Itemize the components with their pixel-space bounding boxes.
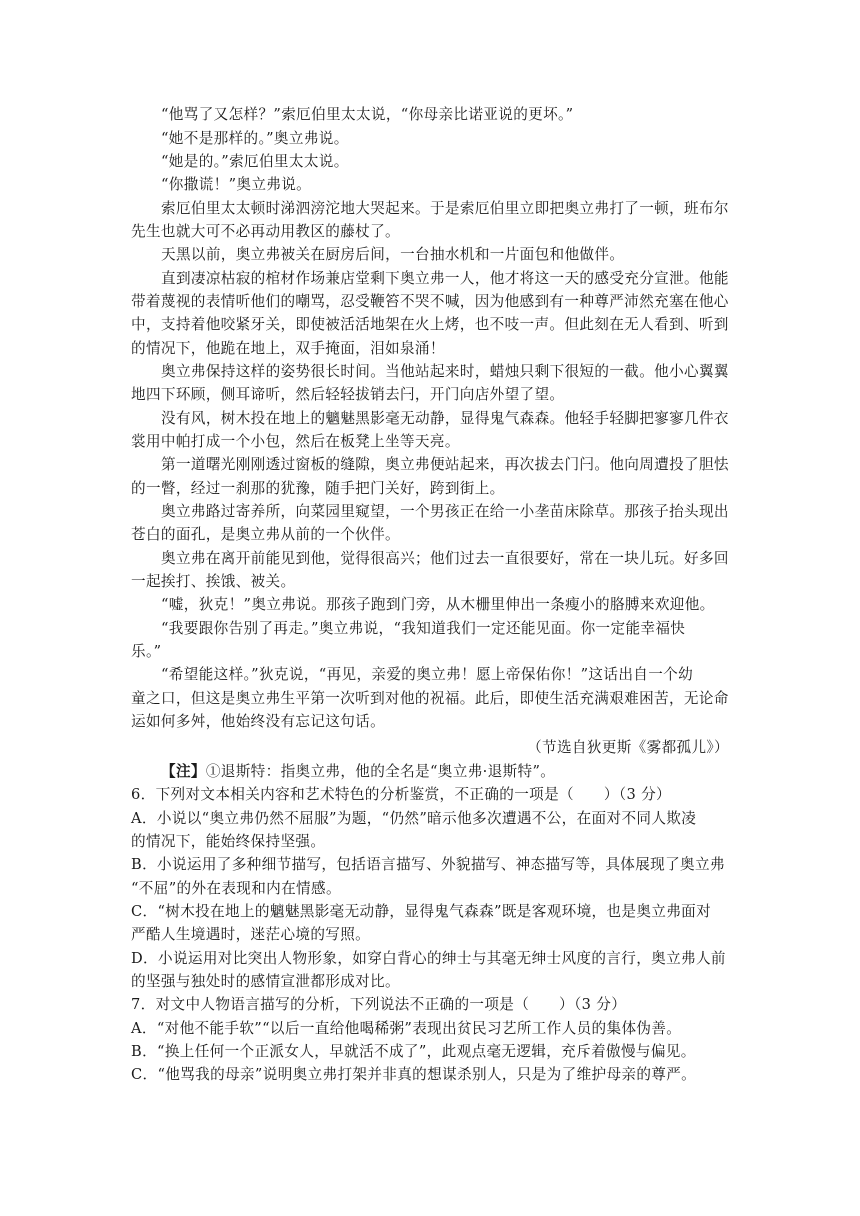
question-option: A．“对他不能手软”“以后一直给他喝稀粥”表现出贫民习艺所工作人员的集体伪善。 bbox=[131, 1020, 682, 1037]
story-line: “他骂了又怎样？”索厄伯里太太说，“你母亲比诺亚说的更坏。” bbox=[161, 106, 574, 123]
story-line: 中，支持着他咬紧牙关，即使被活活地架在火上烤，也不吱一声。但此刻在无人看到、听到 bbox=[131, 316, 729, 333]
story-line: “嘘，狄克！”奥立弗说。那孩子跑到门旁，从木栅里伸出一条瘦小的胳膊来欢迎他。 bbox=[161, 596, 715, 613]
question-option: B．小说运用了多种细节描写，包括语言描写、外貌描写、神态描写等，具体展现了奥立弗 bbox=[131, 856, 725, 873]
story-line: 运如何多舛，他始终没有忘记这句话。 bbox=[131, 713, 386, 730]
story-line: 奥立弗在离开前能见到他，觉得很高兴；他们过去一直很要好，常在一块儿玩。好多回 bbox=[161, 550, 729, 567]
footnote-text: ①退斯特：指奥立弗，他的全名是“奥立弗·退斯特”。 bbox=[205, 763, 556, 780]
question-stem: 7．对文中人物语言描写的分析，下列说法不正确的一项是（ ）（3 分） bbox=[131, 996, 627, 1013]
story-line: 奥立弗路过寄养所，向菜园里窥望，一个男孩正在给一小垄苗床除草。那孩子抬头现出 bbox=[161, 503, 729, 520]
story-line: “我要跟你告别了再走。”奥立弗说，“我知道我们一定还能见面。你一定能幸福快 bbox=[161, 620, 686, 637]
story-line: 一起挨打、挨饿、被关。 bbox=[131, 573, 296, 590]
story-line: 地四下环顾，侧耳谛听，然后轻轻拔销去闩，开门向店外望了望。 bbox=[131, 386, 565, 403]
question-option: C．“他骂我的母亲”说明奥立弗打架并非真的想谋杀别人，只是为了维护母亲的尊严。 bbox=[131, 1066, 697, 1083]
story-line: “希望能这样。”狄克说，“再见，亲爱的奥立弗！愿上帝保佑你！”这话出自一个幼 bbox=[161, 666, 694, 683]
story-line: 索厄伯里太太顿时涕泗滂沱地大哭起来。于是索厄伯里立即把奥立弗打了一顿，班布尔 bbox=[161, 200, 729, 217]
footnote-tag: 【注】 bbox=[161, 763, 206, 780]
story-line: 奥立弗保持这样的姿势很长时间。当他站起来时，蜡烛只剩下很短的一截。他小心翼翼 bbox=[161, 363, 729, 380]
question-option: D．小说运用对比突出人物形象，如穿白背心的绅士与其毫无绅士风度的言行，奥立弗人前 bbox=[131, 950, 726, 967]
story-line: 的情况下，他跪在地上，双手掩面，泪如泉涌！ bbox=[131, 340, 445, 357]
story-line: 直到凄凉枯寂的棺材作场兼店堂剩下奥立弗一人，他才将这一天的感受充分宣泄。他能 bbox=[161, 270, 729, 287]
question-option: “不屈”的外在表现和内在情感。 bbox=[131, 880, 341, 897]
story-line: 苍白的面孔，是奥立弗从前的一个伙伴。 bbox=[131, 526, 400, 543]
story-line: 天黑以前，奥立弗被关在厨房后间，一台抽水机和一片面包和他做伴。 bbox=[161, 246, 625, 263]
story-line: 先生也就大可不必再动用教区的藤杖了。 bbox=[131, 223, 400, 240]
question-stem: 6．下列对文本相关内容和艺术特色的分析鉴赏，不正确的一项是（ ）（3 分） bbox=[131, 786, 671, 803]
question-option: A．小说以“奥立弗仍然不屈服”为题，“仍然”暗示他多次遭遇不公，在面对不同人欺凌 bbox=[131, 810, 697, 827]
question-option: 严酷人生境遇时，迷茫心境的写照。 bbox=[131, 926, 371, 943]
story-line: 裳用中帕打成一个小包，然后在板凳上坐等天亮。 bbox=[131, 433, 460, 450]
story-line: 带着蔑视的表情听他们的嘲骂，忍受鞭笞不哭不喊，因为他感到有一种尊严沛然充塞在他心 bbox=[131, 293, 729, 310]
story-line: “她是的。”索厄伯里太太说。 bbox=[161, 153, 349, 170]
story-line: 没有风，树木投在地上的魑魅黑影毫无动静，显得鬼气森森。他轻手轻脚把寥寥几件衣 bbox=[161, 410, 729, 427]
question-option: B．“换上任何一个正派女人，早就活不成了”，此观点毫无逻辑，充斥着傲慢与偏见。 bbox=[131, 1043, 696, 1060]
story-line: 的一瞥，经过一刹那的犹豫，随手把门关好，跨到街上。 bbox=[131, 480, 505, 497]
question-option: 的情况下，能始终保持坚强。 bbox=[131, 833, 326, 850]
source-citation: （节选自狄更斯《雾都孤儿》） bbox=[527, 739, 729, 756]
story-line: 第一道曙光刚刚透过窗板的缝隙，奥立弗便站起来，再次拔去门闩。他向周遭投了胆怯 bbox=[161, 456, 729, 473]
story-line: “她不是那样的。”奥立弗说。 bbox=[161, 130, 349, 147]
footnote bbox=[161, 762, 555, 782]
story-line: 童之口，但这是奥立弗生平第一次听到对他的祝福。此后，即使生活充满艰难困苦，无论命 bbox=[131, 690, 729, 707]
question-option: 的坚强与独处时的感情宣泄都形成对比。 bbox=[131, 973, 400, 990]
question-option: C．“树木投在地上的魑魅黑影毫无动静，显得鬼气森森”既是客观环境，也是奥立弗面对 bbox=[131, 903, 712, 920]
story-line: 乐。” bbox=[131, 643, 162, 660]
story-line: “你撒谎！”奥立弗说。 bbox=[161, 176, 312, 193]
